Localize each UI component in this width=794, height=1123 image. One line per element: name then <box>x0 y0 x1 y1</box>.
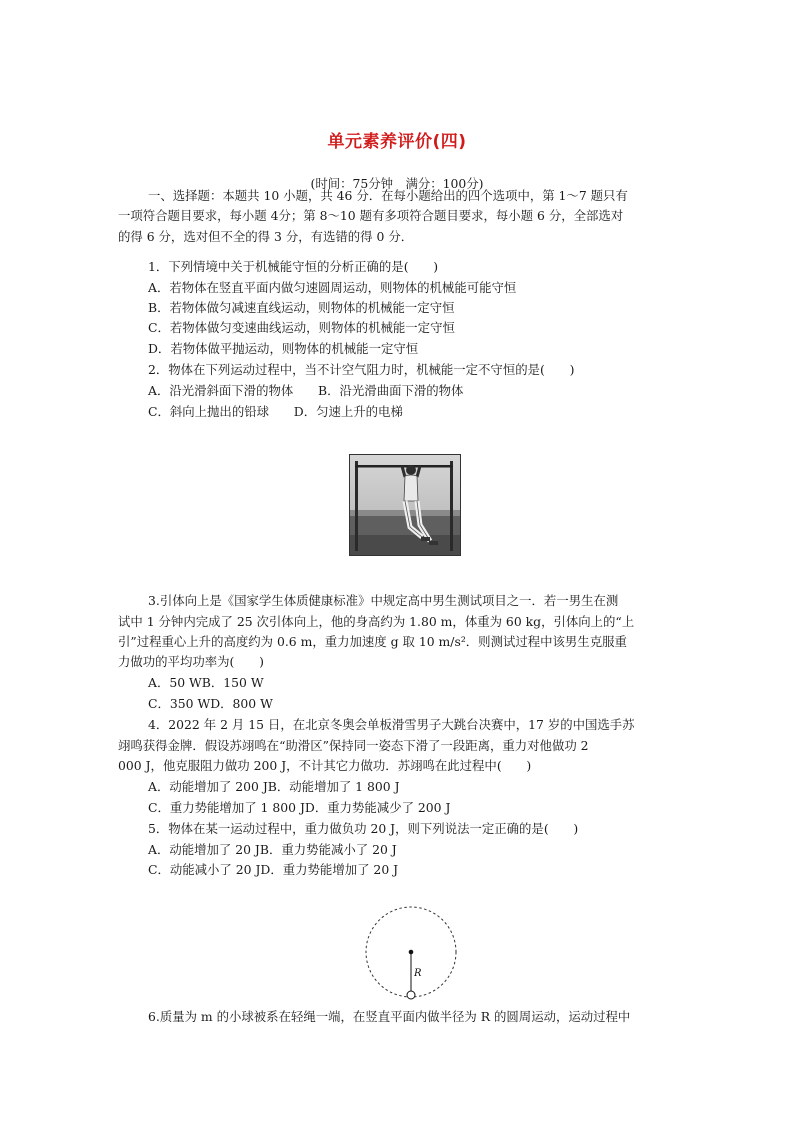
q2-options-ab: A．沿光滑斜面下滑的物体 B．沿光滑曲面下滑的物体 <box>148 383 464 398</box>
q5-stem: 5．物体在某一运动过程中，重力做负功 20 J，则下列说法一定正确的是( ) <box>148 821 579 836</box>
q5-options-cd: C．动能减小了 20 JD．重力势能增加了 20 J <box>148 862 399 877</box>
q1-option-c: C．若物体做匀变速曲线运动，则物体的机械能一定守恒 <box>148 320 455 335</box>
q6-line-1: 6.质量为 m 的小球被系在轻绳一端，在竖直平面内做半径为 R 的圆周运动，运动过程中 <box>148 1009 631 1024</box>
q1-option-d: D．若物体做平抛运动，则物体的机械能一定守恒 <box>148 341 419 356</box>
q3-line-4: 力做功的平均功率为( ) <box>118 654 264 669</box>
q3-options-cd: C．350 WD．800 W <box>148 696 273 711</box>
q2-options-cd: C．斜向上抛出的铅球 D．匀速上升的电梯 <box>148 404 403 419</box>
q2-stem: 2．物体在下列运动过程中，当不计空气阻力时，机械能一定不守恒的是( ) <box>148 362 575 377</box>
radius-label: R <box>414 968 422 979</box>
section-instructions-line-1: 一、选择题：本题共 10 小题，共 46 分．在每小题给出的四个选项中，第 1～7 题只有 <box>148 188 628 203</box>
q4-options-cd: C．重力势能增加了 1 800 JD．重力势能减少了 200 J <box>148 800 451 815</box>
q4-line-2: 翊鸣获得金牌．假设苏翊鸣在“助滑区”保持同一姿态下滑了一段距离，重力对他做功 2 <box>118 738 589 753</box>
pull-up-photo <box>349 454 461 556</box>
section-instructions-line-3: 的得 6 分，选对但不全的得 3 分，有选错的得 0 分． <box>118 229 414 244</box>
circular-motion-diagram <box>362 904 460 1002</box>
time-info: (时间：75分钟 满分：100分) <box>310 176 484 191</box>
q3-line-3: 引”过程重心上升的高度约为 0.6 m，重力加速度 g 取 10 m/s²．则测试过程中该男生克服重 <box>118 634 627 649</box>
ball <box>407 991 415 999</box>
q4-options-ab: A．动能增加了 200 JB．动能增加了 1 800 J <box>148 779 400 794</box>
q5-options-ab: A．动能增加了 20 JB．重力势能减小了 20 J <box>148 842 397 857</box>
section-instructions-line-2: 一项符合题目要求，每小题 4分；第 8～10 题有多项符合题目要求，每小题 6 分，全部选对 <box>118 208 624 223</box>
q3-line-1: 3.引体向上是《国家学生体质健康标准》中规定高中男生测试项目之一．若一男生在测 <box>148 593 619 608</box>
q1-option-b: B．若物体做匀减速直线运动，则物体的机械能一定守恒 <box>148 300 455 315</box>
q3-options-ab: A．50 WB．150 W <box>148 675 264 690</box>
page-title: 单元素养评价(四) <box>327 132 467 152</box>
q1-option-a: A．若物体在竖直平面内做匀速圆周运动，则物体的机械能可能守恒 <box>148 280 517 295</box>
q3-line-2: 试中 1 分钟内完成了 25 次引体向上，他的身高约为 1.80 m，体重为 60 kg，引体向上的“上 <box>118 614 635 629</box>
q1-stem: 1．下列情境中关于机械能守恒的分析正确的是( ) <box>148 259 439 274</box>
q4-line-3: 000 J，他克服阻力做功 200 J，不计其它力做功．苏翊鸣在此过程中( ) <box>118 758 532 773</box>
q4-line-1: 4．2022 年 2 月 15 日，在北京冬奥会单板滑雪男子大跳台决赛中，17 岁的中国选手苏 <box>148 717 635 732</box>
